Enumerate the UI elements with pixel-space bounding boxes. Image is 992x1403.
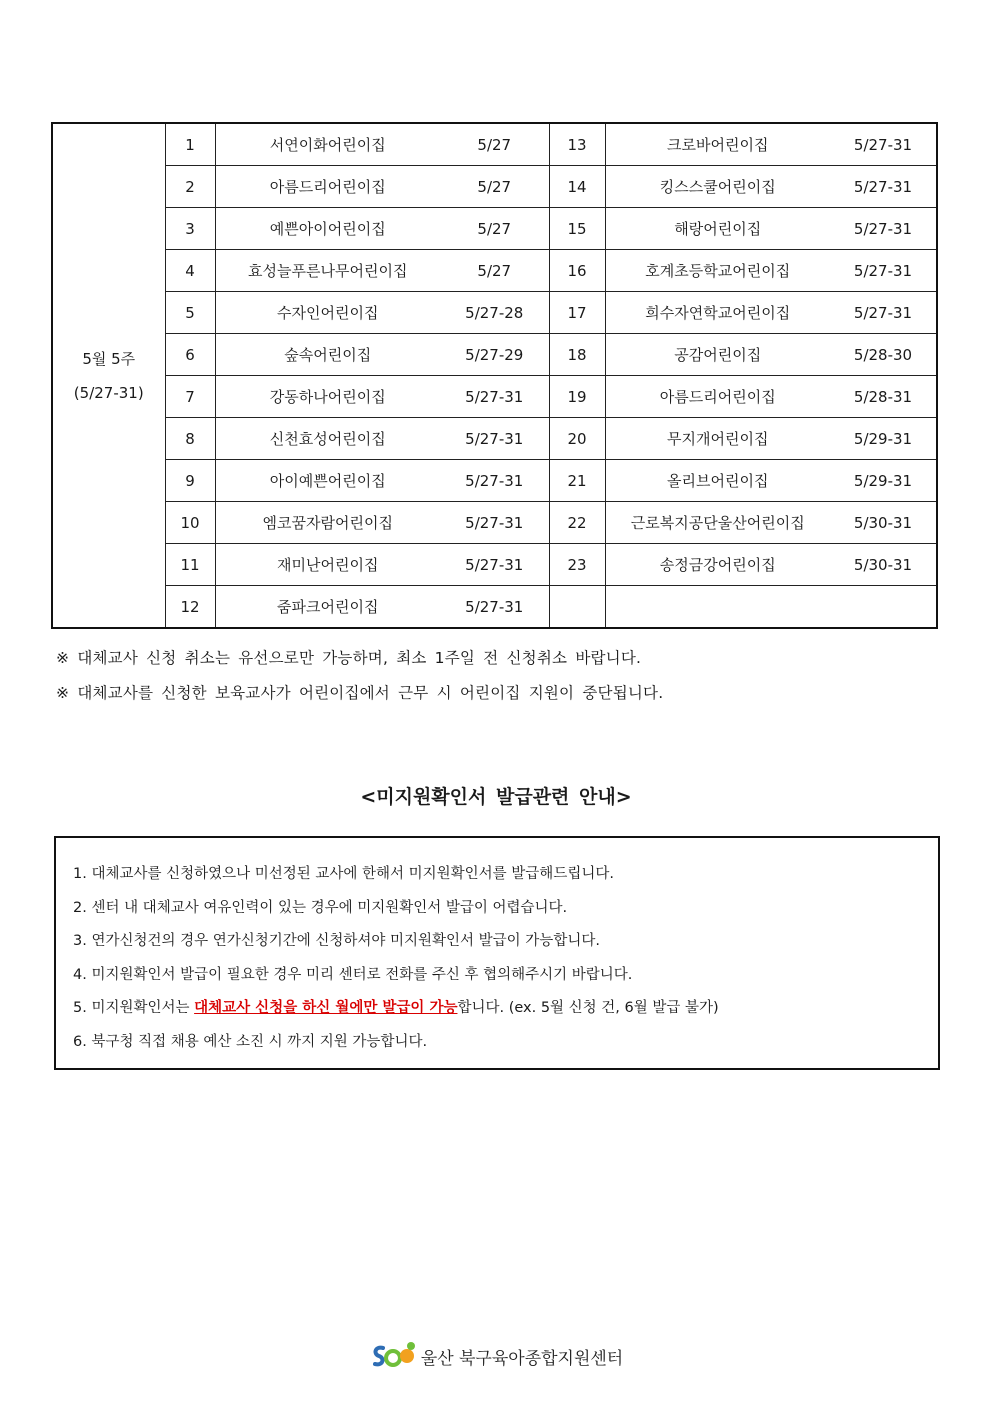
right-daycare-name-cell: 근로복지공단울산어린이집 (605, 502, 830, 544)
left-number-cell: 6 (165, 334, 215, 376)
left-date-cell: 5/27 (440, 123, 549, 166)
week-cell (52, 123, 165, 628)
right-number-cell: 13 (549, 123, 605, 166)
info-item-suffix: 합니다. (ex. 5월 신청 건, 6월 발급 불가) (457, 1000, 719, 1016)
left-date-cell: 5/27-31 (440, 376, 549, 418)
left-daycare-name-cell: 엠코꿈자람어린이집 (215, 502, 440, 544)
left-date-cell: 5/27-31 (440, 544, 549, 586)
org-name: 울산 북구육아종합지원센터 (420, 1348, 624, 1369)
schedule-row (52, 250, 937, 292)
left-number-cell: 2 (165, 166, 215, 208)
schedule-row (52, 502, 937, 544)
left-daycare-name-cell: 숲속어린이집 (215, 334, 440, 376)
left-number-cell: 1 (165, 123, 215, 166)
left-number-cell: 9 (165, 460, 215, 502)
left-daycare-name-cell: 예쁜아이어린이집 (215, 208, 440, 250)
week-range: (5/27-31) (73, 383, 144, 402)
footer (0, 1340, 992, 1372)
right-date-cell: 5/28-31 (830, 376, 937, 418)
info-item: 4. 미지원확인서 발급이 필요한 경우 미리 센터로 전화를 주신 후 협의해주시기 바랍니다. (73, 966, 633, 983)
info-item (73, 992, 938, 1026)
left-date-cell: 5/27 (440, 208, 549, 250)
info-item: 3. 연가신청건의 경우 연가신청기간에 신청하셔야 미지원확인서 발급이 가능합니다. (73, 933, 600, 949)
right-daycare-name-cell: 공감어린이집 (605, 334, 830, 376)
right-date-cell: 5/28-30 (830, 334, 937, 376)
right-date-cell: 5/27-31 (830, 250, 937, 292)
left-number-cell: 4 (165, 250, 215, 292)
left-daycare-name-cell: 수자인어린이집 (215, 292, 440, 334)
info-item: 2. 센터 내 대체교사 여유인력이 있는 경우에 미지원확인서 발급이 어렵습니다. (73, 899, 568, 916)
info-list (56, 838, 938, 1059)
right-date-cell: 5/27-31 (830, 123, 937, 166)
left-date-cell: 5/27-31 (440, 586, 549, 629)
right-date-cell: 5/27-31 (830, 166, 937, 208)
section-title: <미지원확인서 발급관련 안내> (360, 786, 632, 808)
left-number-cell: 10 (165, 502, 215, 544)
left-date-cell: 5/27-31 (440, 460, 549, 502)
schedule-row (52, 123, 937, 166)
schedule-row (52, 376, 937, 418)
right-date-cell: 5/29-31 (830, 418, 937, 460)
left-daycare-name-cell: 재미난어린이집 (215, 544, 440, 586)
right-daycare-name-cell: 올리브어린이집 (605, 460, 830, 502)
left-number-cell: 8 (165, 418, 215, 460)
right-daycare-name-cell: 킹스스쿨어린이집 (605, 166, 830, 208)
right-number-cell (549, 586, 605, 629)
right-number-cell: 16 (549, 250, 605, 292)
left-number-cell: 7 (165, 376, 215, 418)
left-daycare-name-cell: 강동하나어린이집 (215, 376, 440, 418)
right-daycare-name-cell: 해랑어린이집 (605, 208, 830, 250)
right-daycare-name-cell: 호계초등학교어린이집 (605, 250, 830, 292)
right-number-cell: 15 (549, 208, 605, 250)
right-daycare-name-cell (605, 586, 830, 629)
left-number-cell: 5 (165, 292, 215, 334)
schedule-row (52, 166, 937, 208)
schedule-row (52, 418, 937, 460)
left-daycare-name-cell: 줌파크어린이집 (215, 586, 440, 629)
left-date-cell: 5/27-31 (440, 502, 549, 544)
right-number-cell: 19 (549, 376, 605, 418)
center-logo-icon (369, 1340, 417, 1372)
right-number-cell: 22 (549, 502, 605, 544)
right-number-cell: 23 (549, 544, 605, 586)
schedule-row (52, 544, 937, 586)
schedule-row (52, 460, 937, 502)
right-daycare-name-cell: 송정금강어린이집 (605, 544, 830, 586)
left-daycare-name-cell: 신천효성어린이집 (215, 418, 440, 460)
left-number-cell: 12 (165, 586, 215, 629)
schedule-table (51, 122, 938, 629)
right-date-cell: 5/30-31 (830, 544, 937, 586)
week-label: 5월 5주 (82, 349, 136, 368)
right-number-cell: 17 (549, 292, 605, 334)
info-item: 6. 북구청 직접 채용 예산 소진 시 까지 지원 가능합니다. (73, 1033, 428, 1050)
left-date-cell: 5/27 (440, 250, 549, 292)
right-number-cell: 18 (549, 334, 605, 376)
right-daycare-name-cell: 희수자연학교어린이집 (605, 292, 830, 334)
left-date-cell: 5/27-31 (440, 418, 549, 460)
cancel-note: ※ 대체교사 신청 취소는 유선으로만 가능하며, 최소 1주일 전 신청취소 바랍니다. (56, 649, 642, 667)
right-date-cell: 5/27-31 (830, 208, 937, 250)
schedule-row (52, 586, 937, 629)
right-number-cell: 21 (549, 460, 605, 502)
suspension-note: ※ 대체교사를 신청한 보육교사가 어린이집에서 근무 시 어린이집 지원이 중단됩니다. (56, 684, 664, 702)
info-item-prefix: 5. 미지원확인서는 (73, 1000, 195, 1016)
right-date-cell: 5/30-31 (830, 502, 937, 544)
schedule-row (52, 208, 937, 250)
left-daycare-name-cell: 아이예쁜어린이집 (215, 460, 440, 502)
left-date-cell: 5/27-29 (440, 334, 549, 376)
right-date-cell: 5/27-31 (830, 292, 937, 334)
left-number-cell: 11 (165, 544, 215, 586)
right-date-cell (830, 586, 937, 629)
info-item-emphasis: 대체교사 신청을 하신 월에만 발급이 가능 (194, 1000, 458, 1016)
left-number-cell: 3 (165, 208, 215, 250)
right-number-cell: 20 (549, 418, 605, 460)
right-daycare-name-cell: 크로바어린이집 (605, 123, 830, 166)
right-daycare-name-cell: 무지개어린이집 (605, 418, 830, 460)
right-daycare-name-cell: 아름드리어린이집 (605, 376, 830, 418)
left-daycare-name-cell: 서연이화어린이집 (215, 123, 440, 166)
info-box (54, 836, 940, 1070)
schedule-row (52, 334, 937, 376)
left-date-cell: 5/27 (440, 166, 549, 208)
left-daycare-name-cell: 효성늘푸른나무어린이집 (215, 250, 440, 292)
left-date-cell: 5/27-28 (440, 292, 549, 334)
schedule-row (52, 292, 937, 334)
right-number-cell: 14 (549, 166, 605, 208)
left-daycare-name-cell: 아름드리어린이집 (215, 166, 440, 208)
info-item: 1. 대체교사를 신청하였으나 미선정된 교사에 한해서 미지원확인서를 발급해드립니다. (73, 866, 614, 882)
right-date-cell: 5/29-31 (830, 460, 937, 502)
